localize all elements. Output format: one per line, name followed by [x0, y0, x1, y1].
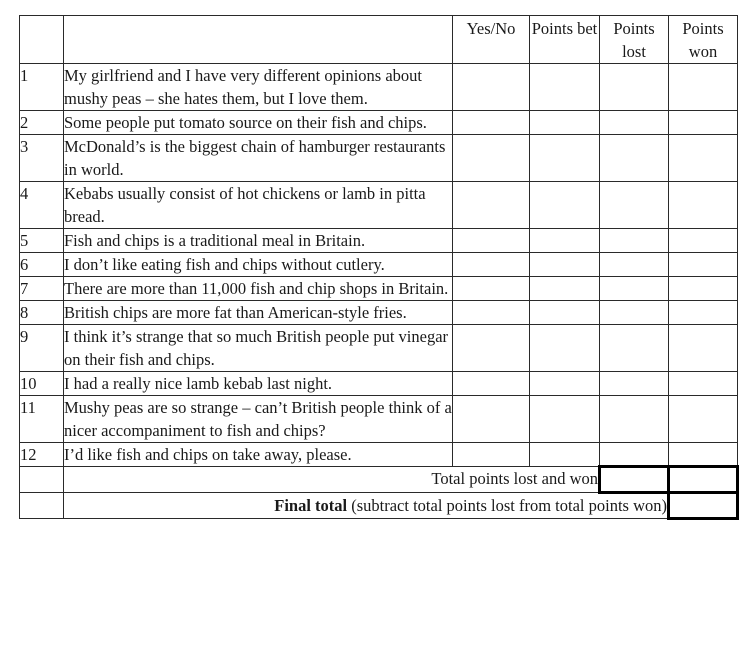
points-won-cell[interactable]	[669, 64, 738, 111]
header-number-cell	[20, 16, 64, 64]
points-bet-cell[interactable]	[530, 443, 600, 467]
row-number: 4	[20, 182, 64, 229]
points-won-cell[interactable]	[669, 229, 738, 253]
answer-yes-no-cell[interactable]	[453, 277, 530, 301]
points-bet-cell[interactable]	[530, 229, 600, 253]
row-statement: British chips are more fat than American-style fries.	[64, 301, 453, 325]
row-number: 10	[20, 372, 64, 396]
points-bet-cell[interactable]	[530, 277, 600, 301]
answer-yes-no-cell[interactable]	[453, 253, 530, 277]
row-number: 8	[20, 301, 64, 325]
points-bet-cell[interactable]	[530, 325, 600, 372]
points-bet-cell[interactable]	[530, 111, 600, 135]
final-total-box[interactable]	[669, 493, 738, 519]
points-lost-cell[interactable]	[600, 372, 669, 396]
points-lost-cell[interactable]	[600, 301, 669, 325]
answer-yes-no-cell[interactable]	[453, 301, 530, 325]
points-lost-cell[interactable]	[600, 111, 669, 135]
points-won-cell[interactable]	[669, 372, 738, 396]
answer-yes-no-cell[interactable]	[453, 64, 530, 111]
header-row	[20, 16, 738, 64]
points-lost-cell[interactable]	[600, 396, 669, 443]
row-statement: McDonald’s is the biggest chain of hamburger restaurants in world.	[64, 135, 453, 182]
table-row	[20, 64, 738, 111]
points-won-cell[interactable]	[669, 135, 738, 182]
total-points-lost-box[interactable]	[600, 467, 669, 493]
header-statement-cell	[64, 16, 453, 64]
points-bet-cell[interactable]	[530, 64, 600, 111]
table-row	[20, 111, 738, 135]
total-row-spacer	[20, 467, 64, 493]
row-statement: My girlfriend and I have very different opinions about mushy peas – she hates them, but I love them.	[64, 64, 453, 111]
worksheet-table	[19, 15, 739, 520]
table-row	[20, 253, 738, 277]
row-statement: I’d like fish and chips on take away, please.	[64, 443, 453, 467]
points-lost-cell[interactable]	[600, 253, 669, 277]
row-number: 12	[20, 443, 64, 467]
table-row	[20, 301, 738, 325]
row-number: 7	[20, 277, 64, 301]
points-bet-cell[interactable]	[530, 253, 600, 277]
points-won-cell[interactable]	[669, 277, 738, 301]
total-points-won-box[interactable]	[669, 467, 738, 493]
row-statement: There are more than 11,000 fish and chip shops in Britain.	[64, 277, 453, 301]
points-lost-cell[interactable]	[600, 135, 669, 182]
table-row	[20, 372, 738, 396]
points-won-cell[interactable]	[669, 111, 738, 135]
answer-yes-no-cell[interactable]	[453, 182, 530, 229]
points-won-cell[interactable]	[669, 325, 738, 372]
answer-yes-no-cell[interactable]	[453, 372, 530, 396]
answer-yes-no-cell[interactable]	[453, 135, 530, 182]
points-lost-cell[interactable]	[600, 443, 669, 467]
row-number: 6	[20, 253, 64, 277]
header-yes-no: Yes/No	[453, 16, 530, 64]
header-points-won: Points won	[669, 16, 738, 64]
row-statement: I had a really nice lamb kebab last night.	[64, 372, 453, 396]
points-bet-cell[interactable]	[530, 301, 600, 325]
points-lost-cell[interactable]	[600, 182, 669, 229]
table-row	[20, 182, 738, 229]
row-number: 11	[20, 396, 64, 443]
final-total-bold-text: Final total	[274, 496, 348, 515]
answer-yes-no-cell[interactable]	[453, 443, 530, 467]
points-bet-cell[interactable]	[530, 182, 600, 229]
points-won-cell[interactable]	[669, 301, 738, 325]
header-points-lost: Points lost	[600, 16, 669, 64]
row-statement: Fish and chips is a traditional meal in Britain.	[64, 229, 453, 253]
answer-yes-no-cell[interactable]	[453, 229, 530, 253]
total-lost-won-row	[20, 467, 738, 493]
row-number: 3	[20, 135, 64, 182]
table-row	[20, 325, 738, 372]
table-row	[20, 229, 738, 253]
row-statement: I think it’s strange that so much British people put vinegar on their fish and chips.	[64, 325, 453, 372]
points-bet-cell[interactable]	[530, 372, 600, 396]
row-number: 1	[20, 64, 64, 111]
final-total-row	[20, 493, 738, 519]
points-won-cell[interactable]	[669, 443, 738, 467]
points-lost-cell[interactable]	[600, 277, 669, 301]
points-lost-cell[interactable]	[600, 325, 669, 372]
points-won-cell[interactable]	[669, 253, 738, 277]
row-statement: Mushy peas are so strange – can’t British people think of a nicer accompaniment to fish and chips?	[64, 396, 453, 443]
table-row	[20, 396, 738, 443]
row-number: 9	[20, 325, 64, 372]
row-statement: I don’t like eating fish and chips without cutlery.	[64, 253, 453, 277]
answer-yes-no-cell[interactable]	[453, 111, 530, 135]
final-row-spacer	[20, 493, 64, 519]
points-bet-cell[interactable]	[530, 396, 600, 443]
table-row	[20, 135, 738, 182]
row-number: 5	[20, 229, 64, 253]
points-won-cell[interactable]	[669, 182, 738, 229]
row-statement: Some people put tomato source on their fish and chips.	[64, 111, 453, 135]
header-points-bet: Points bet	[530, 16, 600, 64]
points-bet-cell[interactable]	[530, 135, 600, 182]
points-lost-cell[interactable]	[600, 64, 669, 111]
table-row	[20, 443, 738, 467]
points-won-cell[interactable]	[669, 396, 738, 443]
row-number: 2	[20, 111, 64, 135]
final-total-instruction: (subtract total points lost from total points won)	[347, 496, 667, 515]
table-row	[20, 277, 738, 301]
total-lost-won-label: Total points lost and won	[64, 467, 600, 493]
final-total-label	[64, 493, 669, 519]
answer-yes-no-cell[interactable]	[453, 325, 530, 372]
answer-yes-no-cell[interactable]	[453, 396, 530, 443]
row-statement: Kebabs usually consist of hot chickens or lamb in pitta bread.	[64, 182, 453, 229]
points-lost-cell[interactable]	[600, 229, 669, 253]
statement-rows	[20, 64, 738, 467]
